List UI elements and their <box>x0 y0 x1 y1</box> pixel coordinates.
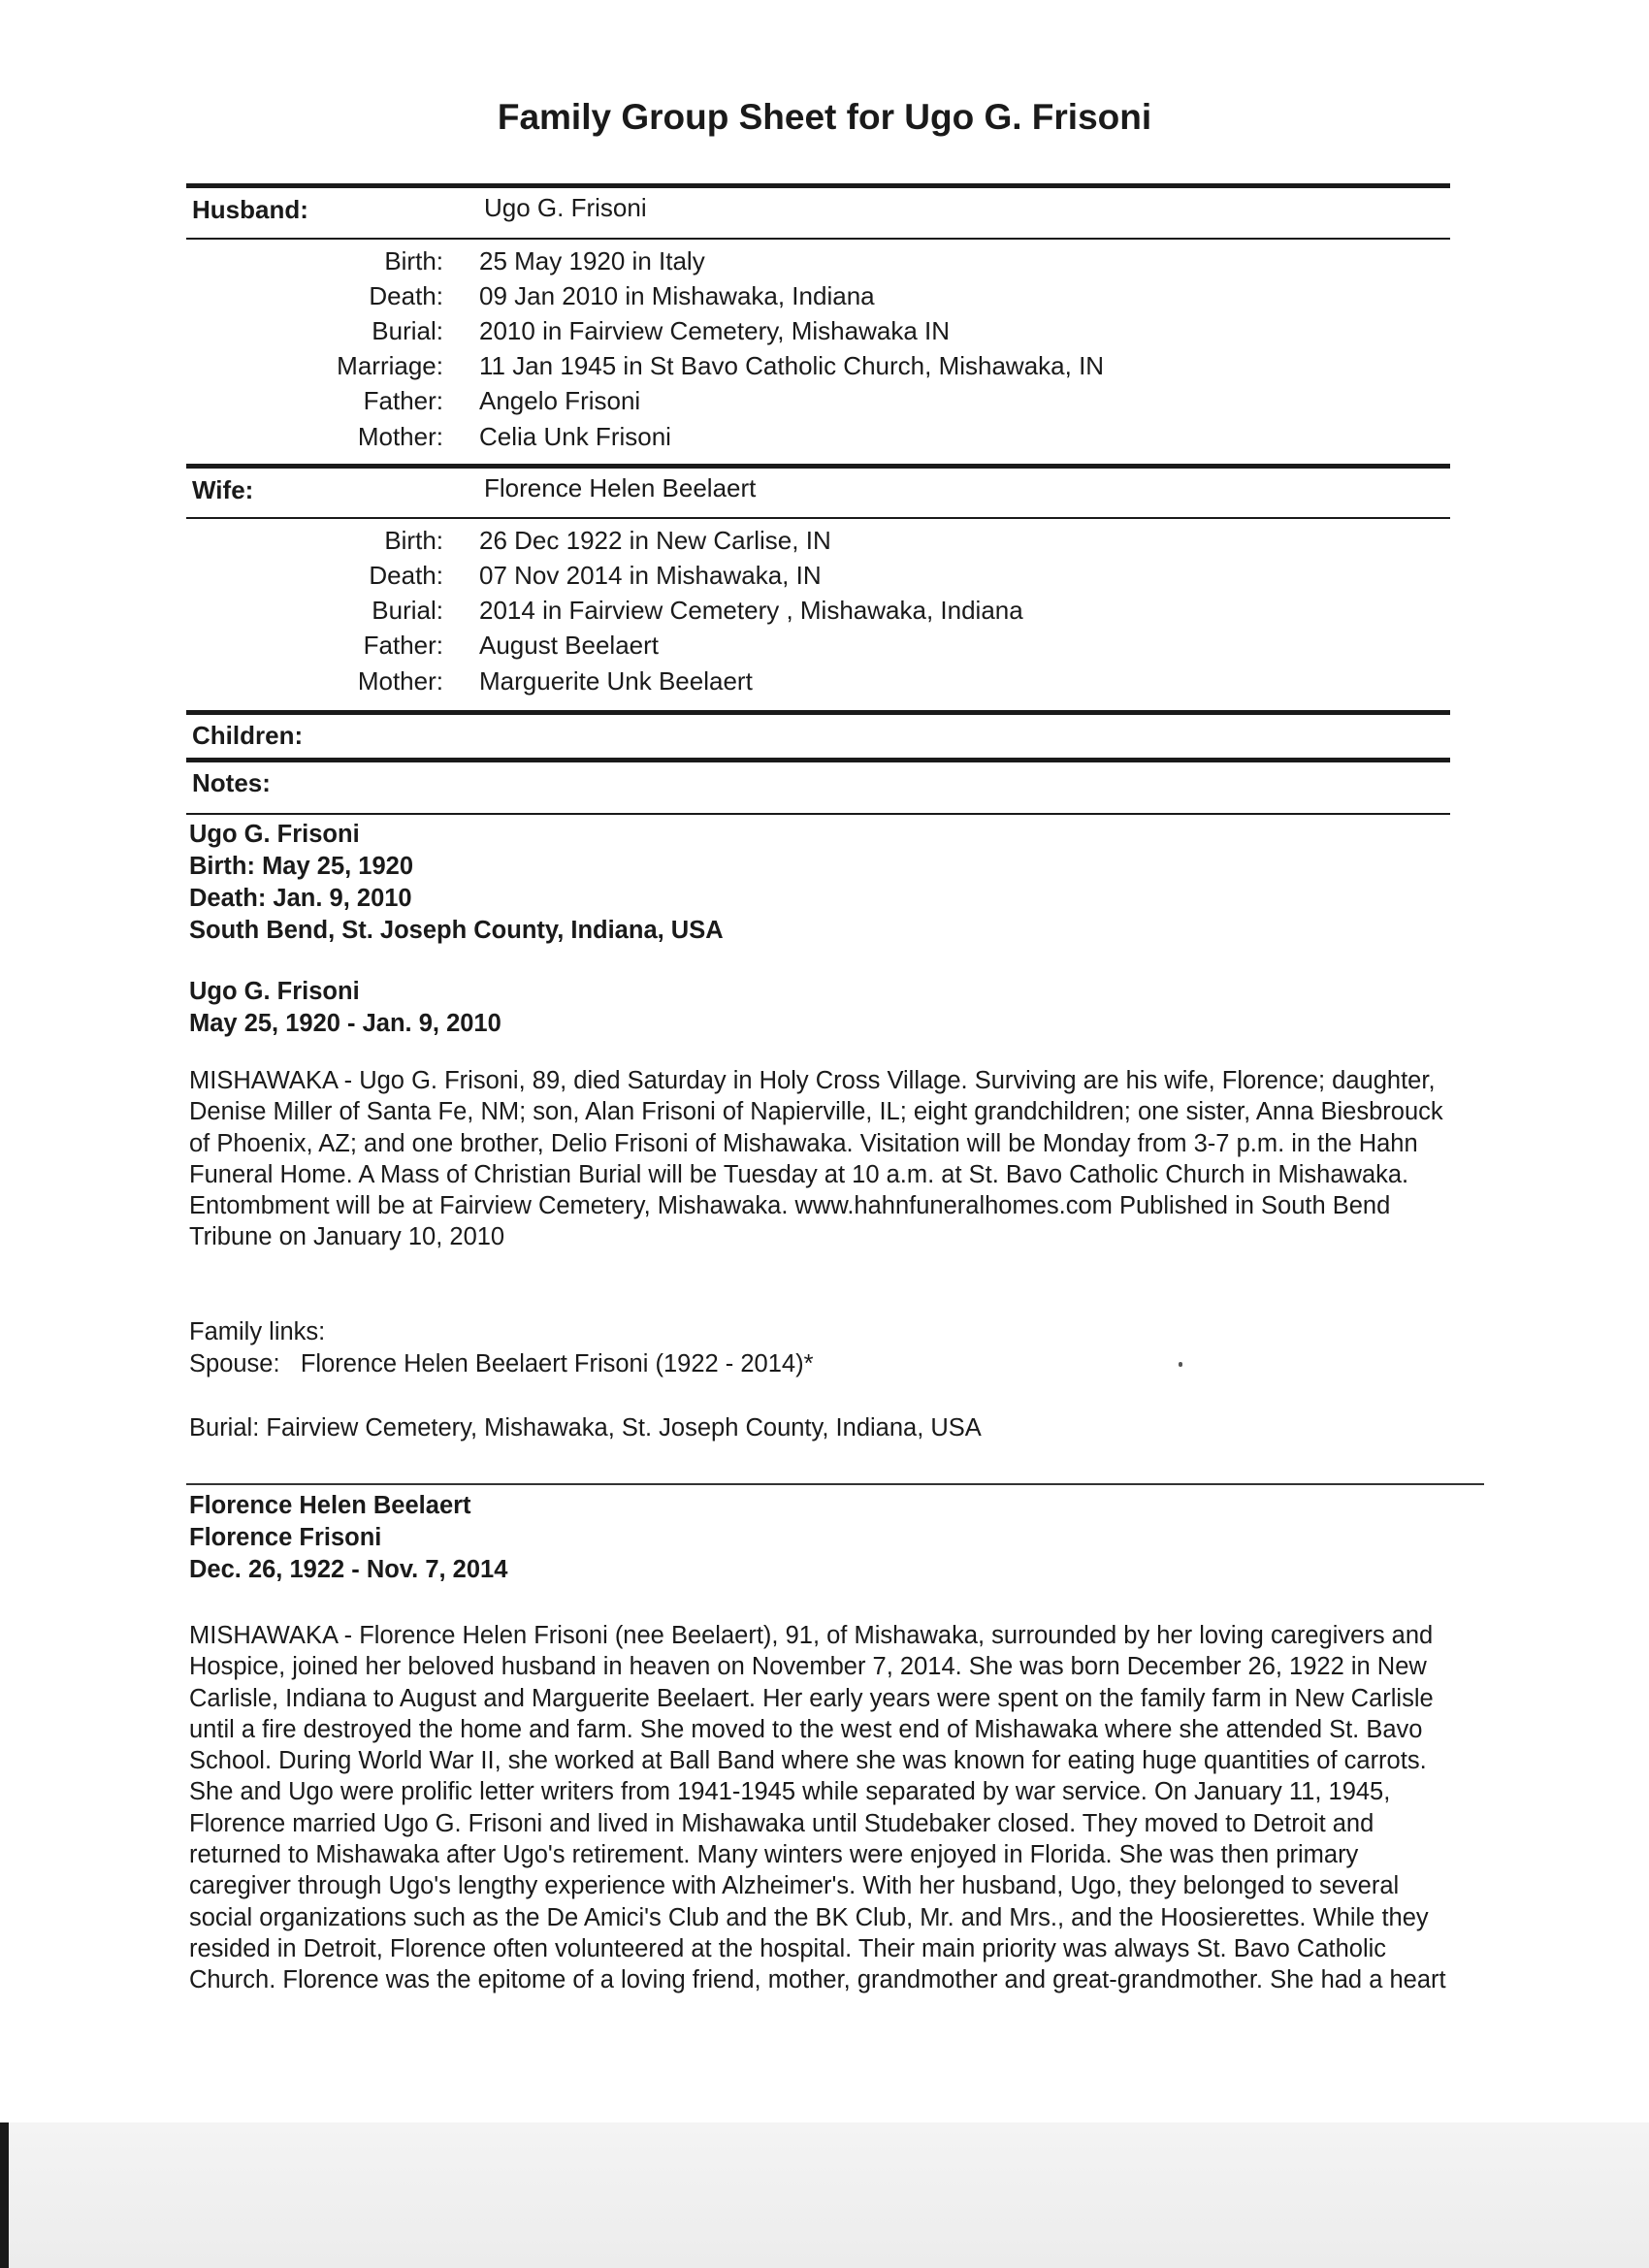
event-value: 07 Nov 2014 in Mishawaka, IN <box>479 561 822 590</box>
event-label: Burial: <box>372 596 443 625</box>
husband-label: Husband: <box>192 195 308 224</box>
event-value: 09 Jan 2010 in Mishawaka, Indiana <box>479 281 875 310</box>
event-value: 2010 in Fairview Cemetery, Mishawaka IN <box>479 316 951 345</box>
notes-label: Notes: <box>192 768 271 797</box>
wife-death-row <box>0 561 1649 594</box>
husband-name-rule <box>186 238 1450 240</box>
event-label: Death: <box>369 561 443 590</box>
obituary-name: Florence Helen Beelaert <box>189 1492 471 1519</box>
husband-mother-row <box>0 422 1649 455</box>
wife-name-rule <box>186 517 1450 519</box>
event-label: Father: <box>363 386 443 415</box>
husband-top-rule <box>186 183 1450 188</box>
wife-birth-row <box>0 526 1649 559</box>
husband-death-row <box>0 281 1649 314</box>
husband-marriage-row <box>0 351 1649 384</box>
event-label: Birth: <box>384 246 443 275</box>
wife-burial-row <box>0 596 1649 629</box>
event-value: Angelo Frisoni <box>479 386 641 415</box>
wife-label: Wife: <box>192 475 254 504</box>
event-label: Birth: <box>384 526 443 555</box>
obituary-dates: Dec. 26, 1922 - Nov. 7, 2014 <box>189 1556 508 1583</box>
event-label: Burial: <box>372 316 443 345</box>
family-links <box>189 1316 1460 1380</box>
notes-divider <box>186 1483 1484 1485</box>
memorial-birth: Birth: May 25, 1920 <box>189 853 414 880</box>
wife-mother-row <box>0 666 1649 699</box>
event-value: Celia Unk Frisoni <box>479 422 671 451</box>
wife-father-row <box>0 631 1649 664</box>
burial-info <box>189 1412 1460 1444</box>
event-label: Death: <box>369 281 443 310</box>
scan-speck <box>1179 1362 1182 1367</box>
wife-name: Florence Helen Beelaert <box>484 473 757 502</box>
obituary-dates: May 25, 1920 - Jan. 9, 2010 <box>189 1010 501 1037</box>
husband-father-row <box>0 386 1649 419</box>
event-value: Marguerite Unk Beelaert <box>479 666 753 696</box>
florence-obituary-text: MISHAWAKA - Florence Helen Frisoni (nee Beelaert), 91, of Mishawaka, surrounded by her loving caregivers and Hospice, joined her beloved husband in heaven on November 7, 2014. She was born December 26, 1922 in New Carlisle, Indiana to August and Marguerite Beelaert. Her early years were spent on the family farm in New Carlisle until a fire destroyed the home and farm. She moved to the west end of Mishawaka where she attended St. Bavo School. During World War II, she worked at Ball Band where she was known for eating huge quantities of carrots. She and Ugo were prolific letter writers from 1941-1945 while separated by war service. On January 11, 1945, Florence married Ugo G. Frisoni and lived in Mishawaka until Studebaker closed. They moved to Detroit and returned to Mishawaka after Ugo's retirement. Many winters were enjoyed in Florida. She was then primary caregiver through Ugo's lengthy experience with Alzheimer's. With her husband, Ugo, they belonged to several social organizations such as the De Amici's Club and the BK Club, Mr. and Mrs., and the Hoosierettes. While they resided in Detroit, Florence often volunteered at the hospital. Their main priority was always St. Bavo Catholic Church. Florence was the epitome of a loving friend, mother, grandmother and great-grandmother. She had a heart <box>189 1622 1446 1994</box>
spouse-link: Spouse: Florence Helen Beelaert Frisoni (1922 - 2014)* <box>189 1350 814 1377</box>
obituary-alt-name: Florence Frisoni <box>189 1524 382 1551</box>
scan-edge-mark <box>0 2122 9 2268</box>
page-title: Family Group Sheet for Ugo G. Frisoni <box>497 97 1152 137</box>
event-label: Marriage: <box>337 351 443 380</box>
family-links-label: Family links: <box>189 1318 326 1345</box>
florence-obituary-header <box>189 1490 1460 1586</box>
husband-burial-row <box>0 316 1649 349</box>
ugo-memorial-header <box>189 819 1460 947</box>
notes-top-rule <box>186 758 1450 762</box>
event-value: 2014 in Fairview Cemetery , Mishawaka, Indiana <box>479 596 1023 625</box>
event-value: 26 Dec 1922 in New Carlise, IN <box>479 526 831 555</box>
husband-name: Ugo G. Frisoni <box>484 193 647 222</box>
children-label: Children: <box>192 721 304 750</box>
scan-margin <box>0 2122 1649 2268</box>
event-label: Father: <box>363 631 443 660</box>
memorial-death: Death: Jan. 9, 2010 <box>189 885 412 912</box>
memorial-name: Ugo G. Frisoni <box>189 821 360 848</box>
obituary-name: Ugo G. Frisoni <box>189 978 360 1005</box>
burial-line: Burial: Fairview Cemetery, Mishawaka, St. Joseph County, Indiana, USA <box>189 1414 982 1442</box>
children-top-rule <box>186 710 1450 715</box>
wife-top-rule <box>186 464 1450 469</box>
notes-rule <box>186 813 1450 815</box>
husband-birth-row <box>0 246 1649 279</box>
event-value: August Beelaert <box>479 631 660 660</box>
event-value: 25 May 1920 in Italy <box>479 246 705 275</box>
event-value: 11 Jan 1945 in St Bavo Catholic Church, Mishawaka, IN <box>479 351 1105 380</box>
event-label: Mother: <box>357 422 443 451</box>
ugo-obituary-header <box>189 976 1460 1040</box>
memorial-place: South Bend, St. Joseph County, Indiana, USA <box>189 917 724 944</box>
ugo-obituary-text: MISHAWAKA - Ugo G. Frisoni, 89, died Saturday in Holy Cross Village. Surviving are his wife, Florence; daughter, Denise Miller of Santa Fe, NM; son, Alan Frisoni of Napierville, IL; eight grandchildren; one sister, Anna Biesbrouck of Phoenix, AZ; and one brother, Delio Frisoni of Mishawaka. Visitation will be Monday from 3-7 p.m. in the Hahn Funeral Home. A Mass of Christian Burial will be Tuesday at 10 a.m. at St. Bavo Catholic Church in Mishawaka. Entombment will be at Fairview Cemetery, Mishawaka. www.hahnfuneralhomes.com Published in South Bend Tribune on January 10, 2010 <box>189 1067 1443 1251</box>
event-label: Mother: <box>357 666 443 696</box>
